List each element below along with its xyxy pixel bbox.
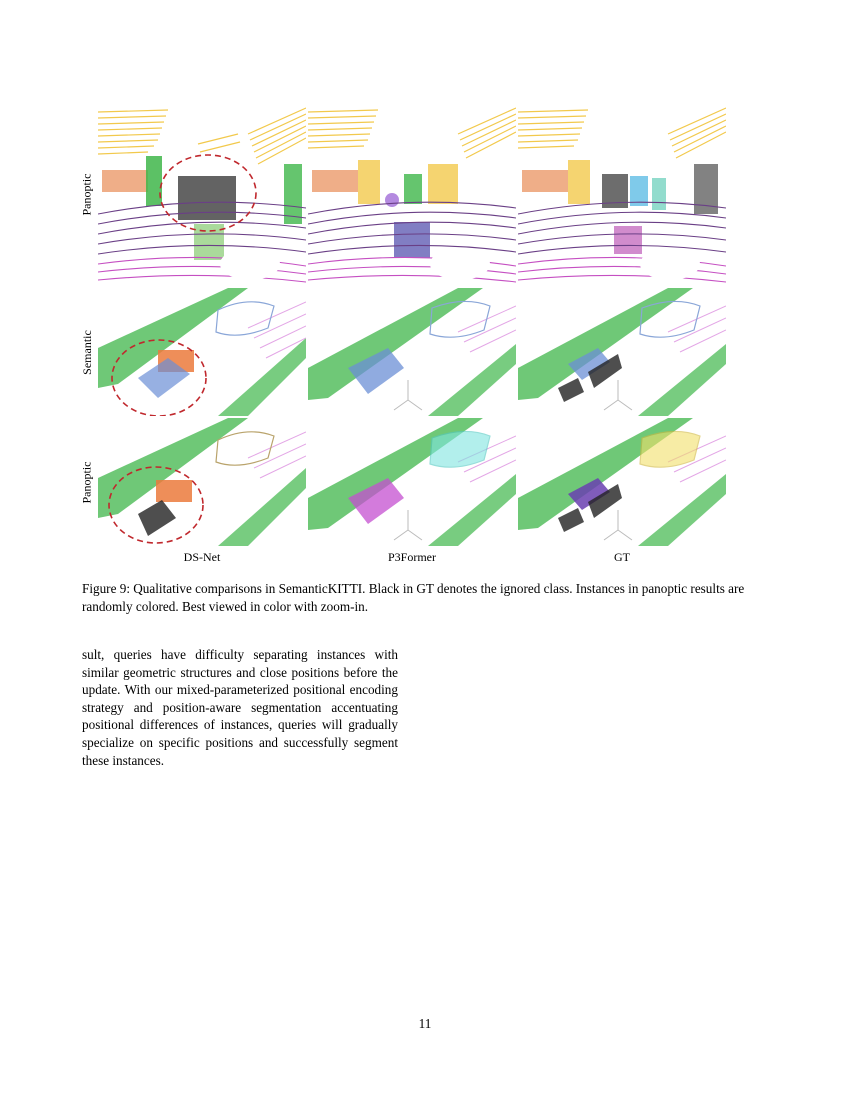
column-label-dsnet: DS-Net	[183, 550, 221, 564]
figure-9	[76, 104, 740, 574]
column-label-p3former: P3Former	[388, 550, 436, 564]
page-number: 11	[418, 1016, 432, 1031]
panel-dsnet-panoptic-scene	[98, 104, 306, 284]
row-label-panoptic-bottom: Panoptic	[79, 461, 94, 503]
panel-gt-semantic	[518, 288, 726, 416]
pointcloud-p3former-semantic	[308, 288, 516, 416]
panel-gt-panoptic-scene	[518, 104, 726, 284]
row-label-semantic: Semantic	[79, 329, 94, 375]
pointcloud-gt-scene	[518, 104, 726, 284]
panel-gt-panoptic	[518, 418, 726, 546]
pointcloud-dsnet-panoptic	[98, 418, 306, 546]
pointcloud-dsnet-scene	[98, 104, 306, 284]
panel-dsnet-semantic	[98, 288, 306, 416]
panel-p3former-panoptic-scene	[308, 104, 516, 284]
pointcloud-p3former-panoptic	[308, 418, 516, 546]
column-label-gt: GT	[614, 550, 630, 564]
body-paragraph: sult, queries have difficulty separating instances with similar geometric structures and close positions before the update. With our mixed-parameterized positional encoding strategy and position-aware segmentation accentuating positional differences of instances, queries will gradually specialize on specific positions and successfully segment these instances.	[82, 647, 398, 768]
pointcloud-dsnet-semantic	[98, 288, 306, 416]
pointcloud-gt-semantic	[518, 288, 726, 416]
figure-caption: Figure 9: Qualitative comparisons in SemanticKITTI. Black in GT denotes the ignored class. Instances in panoptic results are randomly colored. Best viewed in color with zoom-in.	[82, 581, 745, 614]
pointcloud-p3former-scene	[308, 104, 516, 284]
row-label-panoptic-top: Panoptic	[79, 173, 94, 215]
panel-dsnet-panoptic	[98, 418, 306, 546]
pointcloud-gt-panoptic	[518, 418, 726, 546]
panel-p3former-semantic	[308, 288, 516, 416]
panel-p3former-panoptic	[308, 418, 516, 546]
